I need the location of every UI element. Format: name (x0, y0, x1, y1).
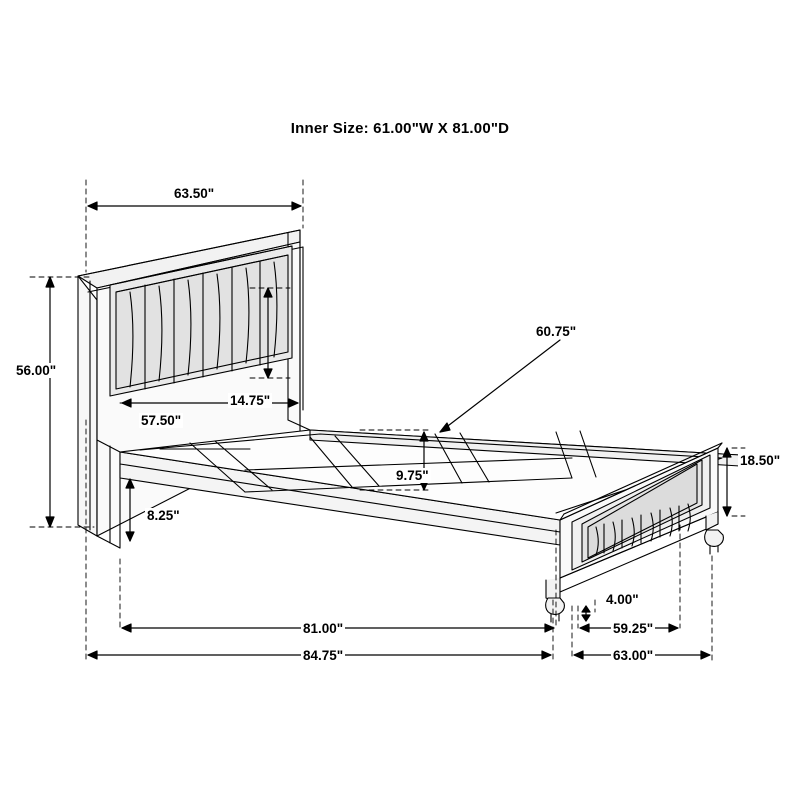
dimension-label-rail-to-floor: 8.25" (147, 508, 180, 523)
dimension-label-mattress-length: 81.00" (303, 621, 344, 636)
diagram-title: Inner Size: 61.00"W X 81.00"D (290, 120, 510, 137)
dimension-label-overall-length: 84.75" (303, 648, 344, 663)
dimension-label-footboard-height: 18.50" (740, 453, 781, 468)
dimension-label-slat-clearance: 9.75" (396, 468, 429, 483)
dimension-label-rail-diagonal: 60.75" (536, 324, 577, 339)
dimension-label-panel-inner-width: 57.50" (141, 413, 182, 428)
dimension-label-foot-leg-height: 4.00" (606, 592, 639, 607)
dimension-label-footboard-overall-width: 63.00" (613, 648, 654, 663)
dimension-label-panel-height: 14.75" (230, 393, 271, 408)
dimension-label-headboard-width: 63.50" (174, 186, 215, 201)
dimension-label-headboard-height: 56.00" (16, 363, 57, 378)
dimension-label-footboard-inner-width: 59.25" (613, 621, 654, 636)
